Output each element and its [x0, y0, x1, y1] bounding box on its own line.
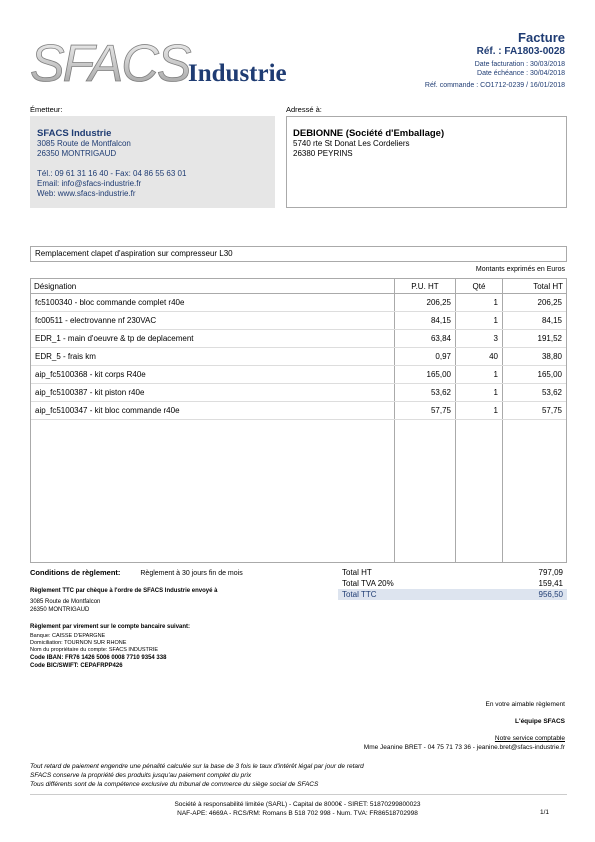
line-quantity: 1 — [456, 312, 503, 330]
footer-divider — [30, 794, 567, 795]
transfer-bank: Banque: CAISSE D'EPARGNE — [30, 633, 106, 639]
emitter-email: Email: info@sfacs-industrie.fr — [37, 179, 142, 188]
transfer-bic: Code BIC/SWIFT: CEPAFRPP426 — [30, 663, 123, 669]
line-total: 84,15 — [503, 312, 567, 330]
invoice-header — [425, 30, 565, 90]
recipient-box — [286, 116, 567, 208]
conditions-label: Conditions de règlement: — [30, 568, 121, 577]
recipient-name: DEBIONNE (Société d'Emballage) — [293, 128, 445, 139]
total-ht-label: Total HT — [342, 568, 372, 577]
total-tva-label: Total TVA 20% — [342, 579, 394, 588]
closing-text: En votre aimable règlement — [485, 701, 565, 708]
line-unit-price: 84,15 — [395, 312, 456, 330]
emitter-address-1: 3085 Route de Montfalcon — [37, 139, 131, 148]
footer-legal-1: Société à responsabilité limitée (SARL) - Capital de 8000€ - SIRET: 51870299800023 — [174, 801, 421, 808]
line-total: 206,25 — [503, 294, 567, 312]
total-ttc-value: 956,50 — [538, 590, 563, 599]
line-total: 38,80 — [503, 348, 567, 366]
payment-conditions — [30, 568, 243, 577]
line-unit-price: 0,97 — [395, 348, 456, 366]
line-quantity: 1 — [456, 366, 503, 384]
line-designation: fc00511 - electrovanne nf 230VAC — [31, 312, 395, 330]
line-quantity: 1 — [456, 402, 503, 420]
conditions-value: Règlement à 30 jours fin de mois — [140, 570, 243, 577]
emitter-box — [30, 116, 275, 208]
emitter-label: Émetteur: — [30, 105, 63, 114]
table-row — [31, 384, 566, 402]
accounting-service: Notre service comptable — [494, 735, 565, 742]
line-designation: aip_fc5100347 - kit bloc commande r40e — [31, 402, 395, 420]
accounting-contact: Mme Jeanine BRET - 04 75 71 73 36 - jeanine.bret@sfacs-industrie.fr — [363, 744, 565, 751]
table-row — [31, 348, 566, 366]
line-designation: aip_fc5100368 - kit corps R40e — [31, 366, 395, 384]
table-filler — [31, 420, 566, 563]
invoice-lines — [30, 278, 567, 563]
line-quantity: 1 — [456, 384, 503, 402]
table-row — [31, 402, 566, 420]
table-row — [31, 330, 566, 348]
transfer-title: Règlement par virement sur le compte bancaire suivant: — [30, 624, 191, 630]
table-row — [31, 366, 566, 384]
invoice-ref: Réf. : FA1803-0028 — [476, 46, 565, 57]
footer-legal-2: NAF-APE: 4669A - RCS/RM: Romans B 518 702 998 - Num. TVA: FR86518702998 — [177, 810, 418, 817]
line-total: 191,52 — [503, 330, 567, 348]
col-designation: Désignation — [31, 279, 395, 294]
total-tva-value: 159,41 — [538, 579, 563, 588]
line-unit-price: 63,84 — [395, 330, 456, 348]
table-row — [31, 294, 566, 312]
line-total: 53,62 — [503, 384, 567, 402]
transfer-owner: Nom du propriétaire du compte: SFACS INDUSTRIE — [30, 647, 159, 653]
total-ht-value: 797,09 — [538, 568, 563, 577]
footer — [0, 800, 595, 818]
invoice-date: Date facturation : 30/03/2018 — [474, 61, 565, 68]
company-logo — [30, 35, 320, 95]
total-ttc-label: Total TTC — [342, 590, 377, 599]
emitter-name: SFACS Industrie — [37, 128, 112, 139]
emitter-address-2: 26350 MONTRIGAUD — [37, 149, 117, 158]
line-designation: EDR_1 - main d'oeuvre & tp de deplacement — [31, 330, 395, 348]
cheque-address-1: 3085 Route de Montfalcon — [30, 599, 101, 605]
recipient-label: Adressé à: — [286, 105, 322, 114]
page-number: 1/1 — [539, 809, 549, 816]
note-late-payment: Tout retard de paiement engendre une pénalité calculée sur la base de 3 fois le taux d'intérêt légal par jour de retard — [30, 763, 364, 770]
team-signature: L'équipe SFACS — [515, 718, 565, 725]
line-total: 57,75 — [503, 402, 567, 420]
transfer-payment-block — [30, 623, 190, 670]
emitter-phone: Tél.: 09 61 31 16 40 - Fax: 04 86 55 63 01 — [37, 169, 187, 178]
cheque-address-2: 26350 MONTRIGAUD — [30, 607, 90, 613]
recipient-address-1: 5740 rte St Donat Les Cordeliers — [293, 139, 410, 148]
logo-suffix: Industrie — [188, 60, 287, 87]
amounts-currency-note: Montants exprimés en Euros — [475, 266, 565, 273]
table-row — [31, 312, 566, 330]
total-ttc-row — [338, 589, 567, 600]
line-unit-price: 165,00 — [395, 366, 456, 384]
note-ownership: SFACS conserve la propriété des produits jusqu'au paiement complet du prix — [30, 772, 252, 779]
line-designation: fc5100340 - bloc commande complet r40e — [31, 294, 395, 312]
line-quantity: 1 — [456, 294, 503, 312]
emitter-web: Web: www.sfacs-industrie.fr — [37, 189, 136, 198]
total-ht-row — [338, 567, 567, 578]
line-quantity: 3 — [456, 330, 503, 348]
totals-block — [338, 567, 567, 600]
transfer-iban: Code IBAN: FR76 1426 5006 0008 7710 9354 338 — [30, 655, 167, 661]
cheque-title: Règlement TTC par chèque à l'ordre de SFACS Industrie envoyé à — [30, 588, 218, 594]
invoice-subject: Remplacement clapet d'aspiration sur compresseur L30 — [30, 246, 567, 262]
line-unit-price: 53,62 — [395, 384, 456, 402]
cheque-payment-block — [30, 587, 217, 614]
order-ref: Réf. commande : CO1712-0239 / 16/01/2018 — [424, 82, 565, 89]
recipient-address-2: 26380 PEYRINS — [293, 149, 353, 158]
col-total: Total HT — [503, 279, 567, 294]
line-total: 165,00 — [503, 366, 567, 384]
line-quantity: 40 — [456, 348, 503, 366]
logo-mark: SFACS — [30, 35, 190, 93]
transfer-domiciliation: Domiciliation: TOURNON SUR RHONE — [30, 640, 127, 646]
line-designation: EDR_5 - frais km — [31, 348, 395, 366]
line-designation: aip_fc5100387 - kit piston r40e — [31, 384, 395, 402]
col-quantity: Qté — [456, 279, 503, 294]
invoice-due-date: Date échéance : 30/04/2018 — [477, 70, 565, 77]
invoice-title: Facture — [518, 30, 565, 45]
total-tva-row — [338, 578, 567, 589]
legal-notes — [30, 762, 364, 789]
col-unit-price: P.U. HT — [395, 279, 456, 294]
line-unit-price: 206,25 — [395, 294, 456, 312]
note-jurisdiction: Tous différents sont de la compétence exclusive du tribunal de commerce du siège social de SFACS — [30, 781, 319, 788]
line-unit-price: 57,75 — [395, 402, 456, 420]
